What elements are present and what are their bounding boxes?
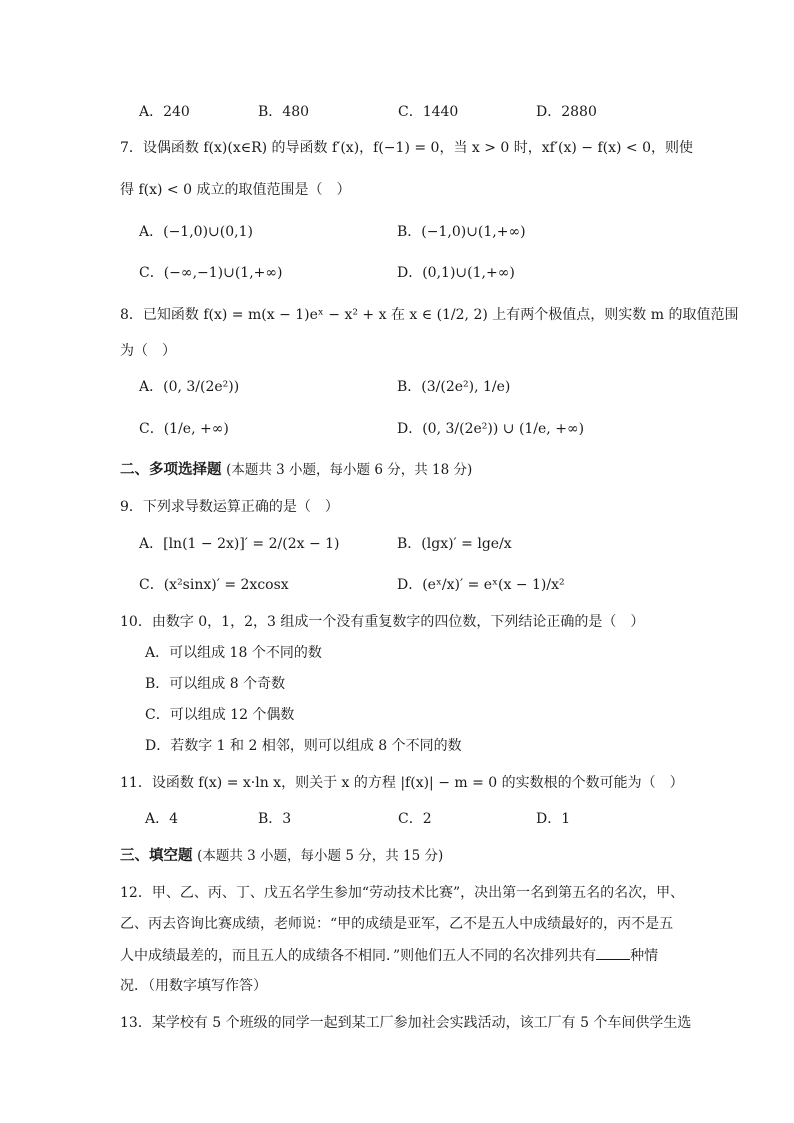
q9-option-c: C．(x²sinx)′ = 2xcosx: [139, 577, 289, 593]
q11-option-a: A．4: [145, 811, 179, 827]
section-multiple-choice-header: [120, 460, 472, 480]
q6-option-a: A．240: [139, 104, 190, 120]
q12-line4: 况．（用数字填写作答）: [120, 978, 267, 994]
answer-blank[interactable]: [596, 945, 630, 960]
section-title: 二、多项选择题: [120, 462, 222, 478]
q12-line2: 乙、丙去咨询比赛成绩，老师说：“甲的成绩是亚军，乙不是五人中成绩最好的，丙不是五: [120, 916, 674, 932]
q11-stem: 11．设函数 f(x) = x·ln x，则关于 x 的方程 |f(x)| − m = 0 的实数根的个数可能为（ ）: [120, 775, 684, 791]
q11-option-c: C．2: [398, 811, 432, 827]
q10-option-a: A．可以组成 18 个不同的数: [145, 645, 322, 661]
q9-option-a: A．[ln(1 − 2x)]′ = 2/(2x − 1): [139, 536, 340, 552]
q10-option-b: B．可以组成 8 个奇数: [145, 676, 286, 692]
q7-stem-line2: 得 f(x) < 0 成立的取值范围是（ ）: [120, 182, 351, 198]
q8-stem-line1: 8．已知函数 f(x) = m(x − 1)eˣ − x² + x 在 x ∈ (1/2, 2) 上有两个极值点，则实数 m 的取值范围: [120, 307, 739, 323]
q6-option-c: C．1440: [398, 104, 459, 120]
q12-line3: [120, 945, 658, 966]
q6-option-b: B．480: [258, 104, 310, 120]
q10-option-d: D．若数字 1 和 2 相邻，则可以组成 8 个不同的数: [145, 738, 462, 754]
q8-option-c: C．(1/e, +∞): [139, 421, 229, 437]
q9-option-d: D．(eˣ/x)′ = eˣ(x − 1)/x²: [397, 577, 565, 593]
q10-stem: 10．由数字 0，1，2，3 组成一个没有重复数字的四位数，下列结论正确的是（ ）: [120, 614, 645, 630]
q7-option-d: D．(0,1)∪(1,+∞): [397, 265, 515, 281]
q7-stem-line1: 7．设偶函数 f(x)(x∈R) 的导函数 f′(x)，f(−1) = 0，当 x > 0 时，xf′(x) − f(x) < 0，则使: [120, 140, 694, 156]
q7-option-b: B．(−1,0)∪(1,+∞): [397, 224, 526, 240]
q10-option-c: C．可以组成 12 个偶数: [145, 707, 295, 723]
q7-option-c: C．(−∞,−1)∪(1,+∞): [139, 265, 283, 281]
q8-option-a: A．(0, 3/(2e²)): [139, 379, 240, 395]
q7-option-a: A．(−1,0)∪(0,1): [139, 224, 253, 240]
section-fill-in-header: [120, 846, 443, 866]
q8-option-b: B．(3/(2e²), 1/e): [397, 379, 511, 395]
section-note: (本题共 3 小题，每小题 5 分，共 15 分): [197, 848, 444, 864]
q9-stem: 9．下列求导数运算正确的是（ ）: [120, 499, 339, 515]
section-title: 三、填空题: [120, 848, 193, 864]
q6-option-d: D．2880: [536, 104, 597, 120]
section-note: (本题共 3 小题，每小题 6 分，共 18 分): [226, 462, 473, 478]
q9-option-b: B．(lgx)′ = lge/x: [397, 536, 512, 552]
q13-line1: 13．某学校有 5 个班级的同学一起到某工厂参加社会实践活动，该工厂有 5 个车间供学生选: [120, 1015, 692, 1031]
q12-line3-tail: 种情: [630, 948, 659, 964]
q8-option-d: D．(0, 3/(2e²)) ∪ (1/e, +∞): [397, 421, 585, 437]
q8-stem-line2: 为（ ）: [120, 343, 176, 359]
q11-option-d: D．1: [536, 811, 571, 827]
q12-line3-text: 人中成绩最差的，而且五人的成绩各不相同．”则他们五人不同的名次排列共有: [120, 948, 597, 964]
q11-option-b: B．3: [258, 811, 292, 827]
q12-line1: 12．甲、乙、丙、丁、戊五名学生参加“劳动技术比赛”，决出第一名到第五名的名次，甲、: [120, 885, 685, 901]
